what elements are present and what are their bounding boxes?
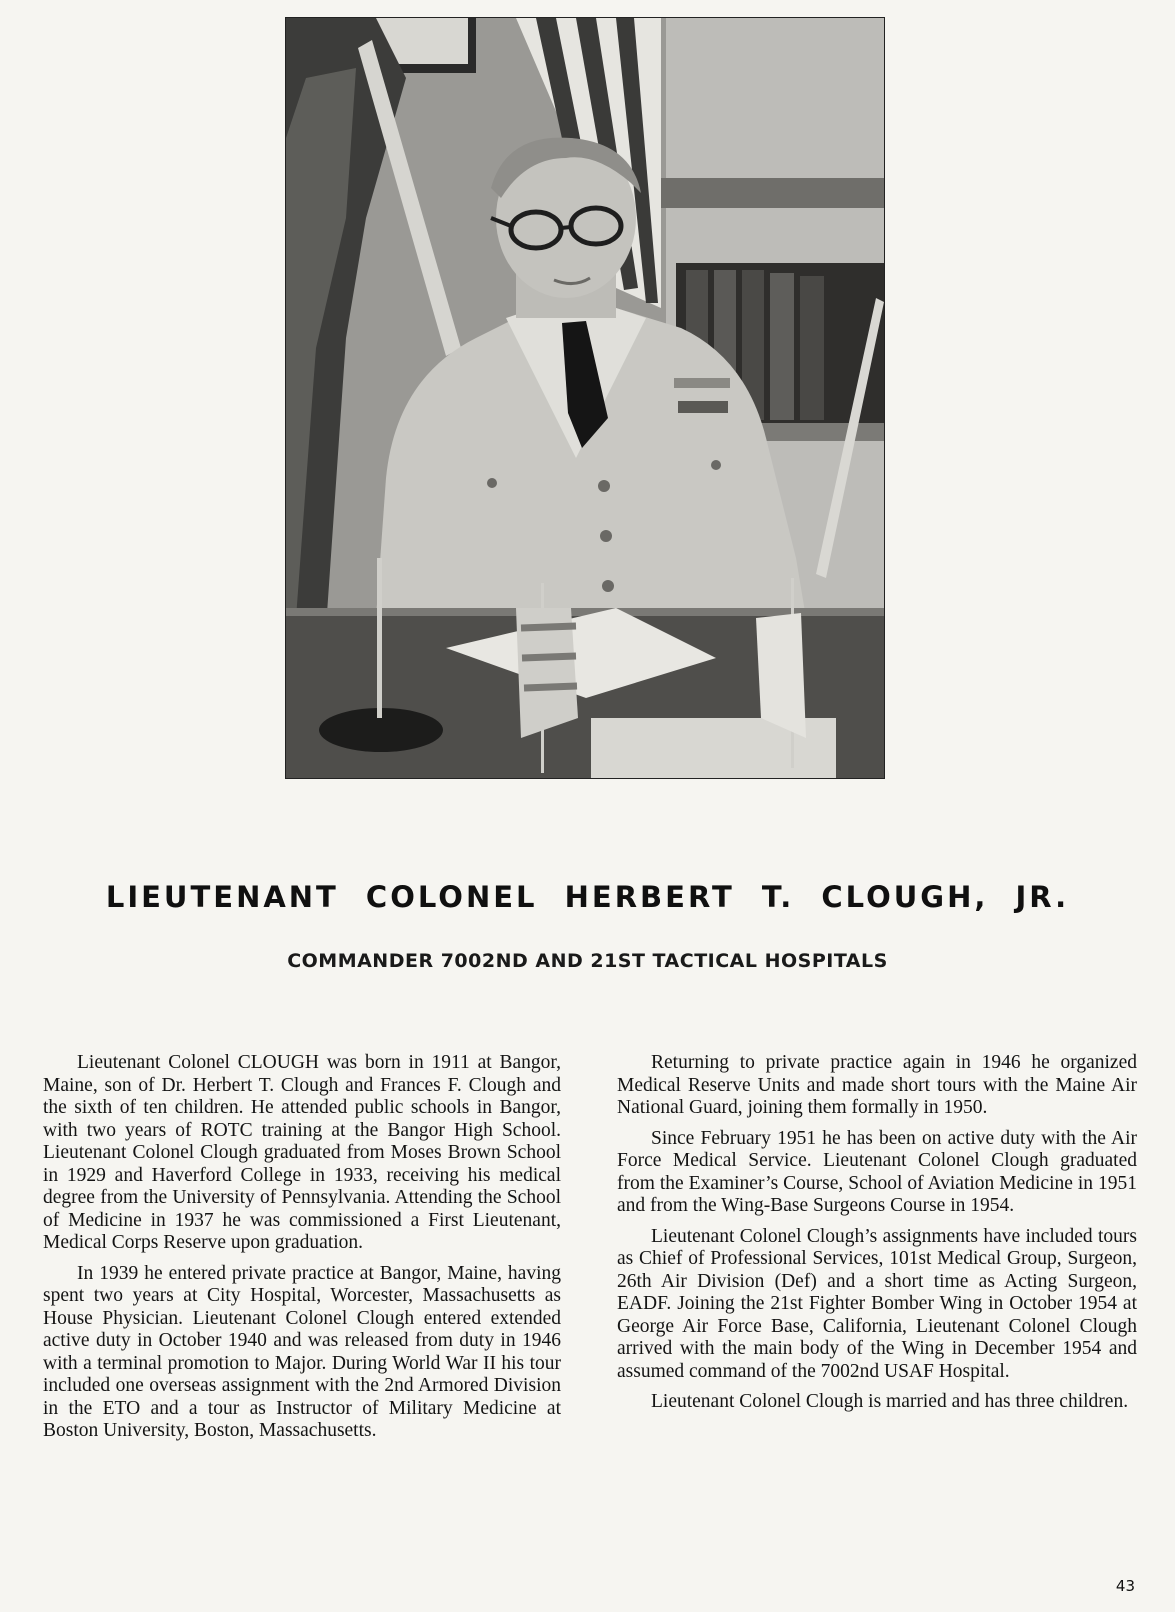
left-text-column (43, 1052, 561, 1451)
right-text-column (617, 1052, 1137, 1422)
page-number: 43 (1115, 1577, 1135, 1595)
portrait-illustration (286, 18, 884, 778)
page-title: LIEUTENANT COLONEL HERBERT T. CLOUGH, JR. (105, 880, 1070, 914)
page-subtitle: COMMANDER 7002ND AND 21ST TACTICAL HOSPITALS (287, 950, 888, 972)
paragraph: Since February 1951 he has been on active duty with the Air Force Medical Service. Lieutenant Colonel Clough graduated from the Examiner’s Course, School of Aviation Medicine in 1951 and from the Wing-Base Surgeons Course in 1954. (617, 1127, 1137, 1216)
paragraph: Lieutenant Colonel Clough is married and has three children. (651, 1391, 1129, 1412)
paragraph: In 1939 he entered private practice at Bangor, Maine, having spent two years at City Hospital, Worcester, Massachusetts as House Physician. Lieutenant Colonel Clough entered extended active duty in October 1940 and was released from duty in 1946 with a terminal promotion to Major. During World War II his tour included one overseas assignment with the 2nd Armored Division in the ETO and a tour as Instructor of Military Medicine at Boston University, Boston, Massachusetts. (43, 1262, 561, 1441)
paragraph: Returning to private practice again in 1946 he organized Medical Reserve Units and made short tours with the Maine Air National Guard, joining them formally in 1950. (617, 1052, 1137, 1118)
portrait-photo (285, 17, 885, 779)
paragraph: Lieutenant Colonel CLOUGH was born in 1911 at Bangor, Maine, son of Dr. Herbert T. Clough and Frances F. Clough and the sixth of ten children. He attended public schools in Bangor, with two years of ROTC training at the Bangor High School. Lieutenant Colonel Clough graduated from Moses Brown School in 1929 and Haverford College in 1933, receiving his medical degree from the University of Pennsylvania. Attending the School of Medicine in 1937 he was commissioned a First Lieutenant, Medical Corps Reserve upon graduation. (43, 1052, 561, 1253)
paragraph: Lieutenant Colonel Clough’s assignments have included tours as Chief of Professional Services, 101st Medical Group, Surgeon, 26th Air Division (Def) and a short time as Acting Surgeon, EADF. Joining the 21st Fighter Bomber Wing in October 1954 at George Air Force Base, California, Lieutenant Colonel Clough arrived with the main body of the Wing in December 1954 and assumed command of the 7002nd USAF Hospital. (617, 1225, 1137, 1382)
